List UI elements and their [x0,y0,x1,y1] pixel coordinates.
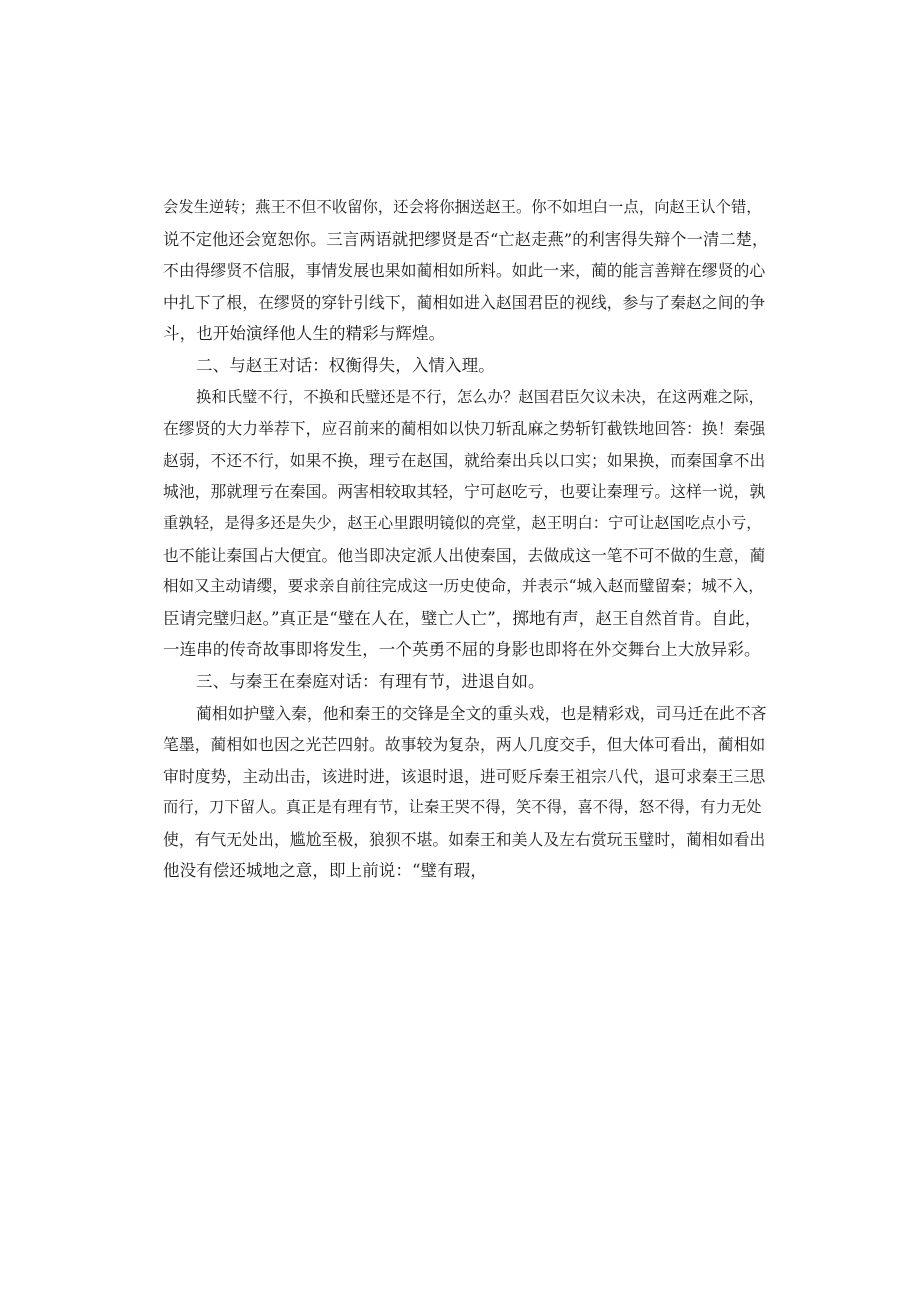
text-line: 中扎下了根，在缪贤的穿针引线下，蔺相如进入赵国君臣的视线，参与了秦赵之间的争 [163,292,766,312]
text-line: 城池，那就理亏在秦国。两害相较取其轻，宁可赵吃亏，也要让秦理亏。这样一说，孰 [163,482,766,502]
text-line: 赵弱，不还不行，如果不换，理亏在赵国，就给秦出兵以口实；如果换，而秦国拿不出 [163,450,766,470]
text-line: 而行，刀下留人。真正是有理有节，让秦王哭不得，笑不得，喜不得，怒不得，有力无处 [163,798,762,817]
document-body [163,192,770,887]
text-line: 笔墨，蔺相如也因之光芒四射。故事较为复杂，两人几度交手，但大体可看出，蔺相如 [163,735,766,755]
text-line: 也不能让秦国占大便宜。他当即决定派人出使秦国，去做成这一笔不可不做的生意，蔺 [163,545,766,565]
text-line: 蔺相如护璧入秦，他和秦王的交锋是全文的重头戏，也是精彩戏，司马迁在此不吝 [196,703,767,723]
text-line: 会发生逆转；燕王不但不收留你，还会将你捆送赵王。你不如坦白一点，向赵王认个错， [163,198,762,216]
text-line: 他没有偿还城地之意，即上前说：“璧有瑕， [163,861,487,881]
text-line: 审时度势，主动出击，该进时进，该退时退，进可贬斥秦王祖宗八代，退可求秦王三思 [163,766,766,786]
text-line: 一连串的传奇故事即将发生，一个英勇不屈的身影也即将在外交舞台上大放异彩。 [163,640,761,660]
text-line: 不由得缪贤不信服，事情发展也果如蔺相如所料。如此一来，蔺的能言善辩在缪贤的心 [163,261,766,281]
text-line: 臣请完璧归赵。”真正是“璧在人在，璧亡人亡”，掷地有声，赵王自然首肯。自此， [163,608,762,628]
text-line: 三、与秦王在秦庭对话：有理有节，进退自如。 [196,671,545,691]
text-line: 相如又主动请缨，要求亲自前往完成这一历史使命，并表示“城入赵而璧留秦；城不入， [163,577,764,596]
text-line: 斗，也开始演绎他人生的精彩与辉煌。 [163,324,446,344]
text-line: 重孰轻，是得多还是失少，赵王心里跟明镜似的亮堂，赵王明白：宁可让赵国吃点小亏， [163,513,762,532]
text-line: 换和氏璧不行，不换和氏璧还是不行，怎么办？赵国君臣欠议未决，在这两难之际， [196,387,764,406]
text-line: 说不定他还会宽恕你。三言两语就把缪贤是否“亡赵走燕”的利害得失辩个一清二楚， [163,229,769,249]
text-line: 使，有气无处出，尴尬至极，狼狈不堪。如秦王和美人及左右赏玩玉璧时，蔺相如看出 [163,829,766,849]
text-line: 二、与赵王对话：权衡得失，入情入理。 [196,355,495,375]
text-line: 在缪贤的大力举荐下，应召前来的蔺相如以快刀斩乱麻之势斩钉截铁地回答：换！秦强 [163,419,766,439]
